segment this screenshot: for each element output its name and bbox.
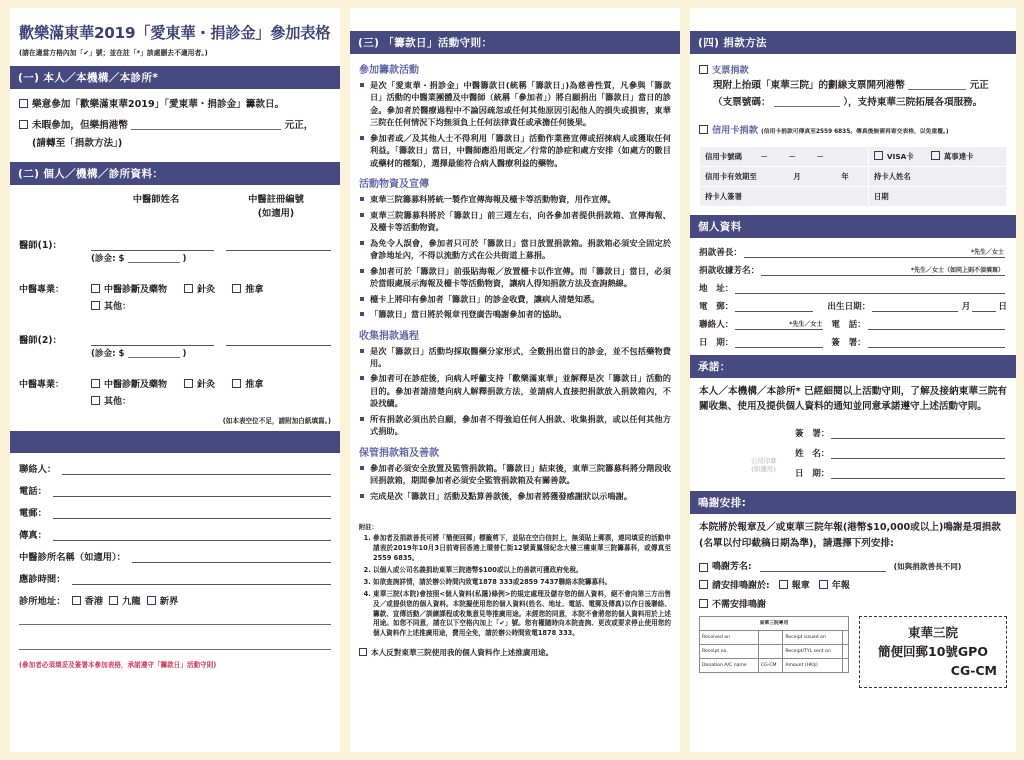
checkbox-visa-icon[interactable] <box>874 151 883 160</box>
contact-row <box>19 505 331 519</box>
checkbox-optout-icon[interactable] <box>359 648 367 656</box>
specialty-1-other-label: 其他： <box>104 301 132 312</box>
date-sign-row <box>699 335 1007 348</box>
doctor-1-fee-label: (診金: $ <box>91 253 125 264</box>
checkbox-icon[interactable] <box>184 379 193 388</box>
checkbox-master-icon[interactable] <box>931 151 940 160</box>
rules-group-1-title: 活動物資及宣傳 <box>359 179 429 191</box>
reply-line-2: 簡便回郵10號GPO <box>878 643 988 659</box>
ack-body: 本院將於報章及／或東華三院年報(港幣$10,000或以上)鳴謝是項捐款(名單以付印截稿日期為準)，請選擇下列安排: <box>699 522 1001 549</box>
pledge-name-input[interactable] <box>831 446 1005 459</box>
checkbox-ack-none-icon[interactable] <box>699 599 708 608</box>
checkbox-newspaper-icon[interactable] <box>779 580 788 589</box>
cc-number-label: 信用卡號碼 <box>705 151 742 161</box>
credit-card-table <box>699 146 1007 207</box>
company-stamp-line-2: (如適用) <box>751 465 777 474</box>
section-3-heading: (三) 「籌款日」活動守則： <box>350 31 680 54</box>
pi-date-input[interactable] <box>735 335 823 348</box>
personal-info-fields <box>690 238 1016 348</box>
col-header-reg: 中醫註冊編號 <box>248 193 304 205</box>
contact-person-input[interactable] <box>735 317 823 330</box>
contact-bar <box>10 431 340 453</box>
ack-heading: 鳴謝安排: <box>690 491 1016 514</box>
ack-where-b-label: 年報 <box>831 581 850 592</box>
pledge-sign-label: 簽 署： <box>795 429 830 440</box>
cc-expiry-label: 信用卡有效期至 <box>705 171 757 181</box>
note-item: 2. 以個人或公司名義捐助東華三院港幣$100或以上的善款可獲政府免稅。 <box>373 566 671 576</box>
cheque-line-2-suffix: ），支持東華三院拓展各項服務。 <box>843 96 983 108</box>
office-row <box>700 659 849 673</box>
rule-item: 參加者或／及其他人士不得利用「籌款日」活動作業務宣傳或招徠病人或獲取任何利益。「籌款日」當日，中醫師應沿用既定／行常的診症和處方安排（如處方的數目或藥材的種類），選擇最能符合病人醫療利益的藥物。 <box>359 132 671 169</box>
contact-phone-row <box>699 317 1007 330</box>
cheque-line-2 <box>699 96 1007 111</box>
office-cell: Donation A/C name <box>700 659 759 673</box>
specialty-1-opt-2-label: 推拿 <box>245 284 264 295</box>
rules-group-3-list <box>359 462 671 502</box>
pledge-date-row <box>699 466 1007 479</box>
receipt-input[interactable] <box>761 263 1005 276</box>
page-title: 歡樂滿東華2019「愛東華・捐診金」參加表格 <box>19 24 331 42</box>
clinic-address-label: 診所地址： <box>19 595 66 607</box>
specialty-1-opt-0[interactable] <box>91 282 167 295</box>
cc-expiry-cell[interactable] <box>700 166 869 186</box>
doctor-1-specialty <box>10 276 340 312</box>
rule-item: 參加者必須安全放置及監管捐款箱。「籌款日」結束後，東華三院籌募科將分階段收回捐款箱，期間參加者必須安全監管捐款箱及有關善款。 <box>359 462 671 487</box>
checkbox-icon[interactable] <box>232 284 241 293</box>
rules-group-0-list <box>359 79 671 169</box>
pledge-body: 本人／本機構／本診所* 已經細閱以上活動守則，了解及接納東華三院有關收集、使用及提供個人資料的通知並同意承諾遵守上述活動守則。 <box>699 385 1007 413</box>
donor-label: 捐款善長： <box>699 247 742 258</box>
cheque-number-input[interactable] <box>774 106 840 107</box>
contact-label-2: 電郵： <box>19 507 47 519</box>
personal-info-heading: 個人資料 <box>690 215 1016 238</box>
dob-input[interactable] <box>872 299 957 312</box>
contact-input-3[interactable] <box>53 528 331 541</box>
specialty-2-opt-0-label: 中醫診斷及藥物 <box>104 379 168 390</box>
column-middle <box>350 8 680 752</box>
doctor-2-fee-input[interactable] <box>128 357 180 358</box>
donate-amount-input[interactable] <box>131 129 281 130</box>
specialty-2-opt-2[interactable] <box>232 377 263 390</box>
contact-label-1: 電話： <box>19 485 47 497</box>
pledge-sign-input[interactable] <box>831 426 1005 439</box>
contact-person-label: 聯絡人： <box>699 319 734 330</box>
specialty-1-opt-1[interactable] <box>184 282 215 295</box>
specialty-1-other[interactable] <box>91 299 331 312</box>
checkbox-ack-where-icon[interactable] <box>699 580 708 589</box>
credit-note: (信用卡捐款可傳真至2559 6835。傳真後無需再寄交表格，以免重覆。) <box>761 128 949 135</box>
pledge-sign-row <box>699 426 1007 439</box>
option-donate-suffix: 元正， <box>284 119 314 131</box>
ack-name-input[interactable] <box>760 559 886 572</box>
cc-expiry-row <box>700 166 1007 186</box>
specialty-1-label: 中醫專業： <box>19 284 65 295</box>
optout-label: 本人反對東華三院使用我的個人資料作上述推廣用途。 <box>371 648 554 658</box>
column-left <box>10 8 340 752</box>
rule-item: 為免令人誤會，參加者只可於「籌款日」當日放置捐款箱。捐款箱必須安全固定於會診地址內，不得以流動方式在公共街道上募捐。 <box>359 237 671 262</box>
cheque-amount-input[interactable] <box>908 89 966 90</box>
doctor-1-reg-input[interactable] <box>226 238 331 251</box>
checkbox-donate-icon[interactable] <box>19 120 28 129</box>
clinic-address-opt-0-label: 香港 <box>84 595 104 607</box>
cheque-line-1-suffix: 元正 <box>969 80 989 91</box>
checkbox-ack-name-icon[interactable] <box>699 563 708 572</box>
office-cell[interactable] <box>758 645 782 659</box>
checkbox-icon[interactable] <box>109 596 118 605</box>
email-label: 電 郵： <box>699 301 734 312</box>
specialty-2-other-label: 其他： <box>104 396 132 407</box>
reply-line-3: CG-CM <box>950 662 997 678</box>
specialty-2-other[interactable] <box>91 394 331 407</box>
doctor-2-reg-input[interactable] <box>226 333 331 346</box>
doctor-1-fee[interactable] <box>10 251 340 264</box>
rules-group-1-list <box>359 193 671 320</box>
specialty-2-opt-2-label: 推拿 <box>245 379 264 390</box>
cc-number-row <box>700 146 1007 166</box>
cc-date-label: 日期 <box>873 191 889 201</box>
section-1-heading: (一) 本人／本機構／本診所* <box>10 66 340 89</box>
checkbox-icon[interactable] <box>184 284 193 293</box>
participant-footer-note: (參加者必須填妥及簽署本參加表格，承諾遵守「籌款日」活動守則) <box>19 660 217 669</box>
checkbox-credit-icon[interactable] <box>699 125 708 134</box>
cc-holder-cell[interactable] <box>868 166 1006 186</box>
clinic-address-opt-1[interactable] <box>109 593 141 607</box>
company-stamp-area <box>751 457 777 474</box>
email-input[interactable] <box>735 299 813 312</box>
pledge-date-input[interactable] <box>831 466 1005 479</box>
rules-group-3-title: 保管捐款箱及善款 <box>359 447 439 459</box>
col-header-reg-note: (如適用) <box>257 207 295 219</box>
rules-body <box>350 54 680 662</box>
credit-label: 信用卡捐款 <box>712 124 758 136</box>
ack-where-a[interactable] <box>779 581 810 591</box>
doctor-1-label: 醫師(1)： <box>19 239 62 251</box>
clinic-address-input-1[interactable] <box>19 613 331 625</box>
section-4-heading: (四) 捐款方法 <box>690 31 1016 54</box>
specialty-1-opt-2[interactable] <box>232 282 263 295</box>
option-donate-note: (請轉至「捐款方法」) <box>32 137 123 149</box>
pi-date-label: 日 期： <box>699 337 734 348</box>
clinic-address-opt-2[interactable] <box>147 593 179 607</box>
rule-item: 參加者可在診症後，向病人呼籲支持「歡樂滿東華」並解釋是次「籌款日」活動的目的。參加者請清楚向病人解釋捐款方法，並請病人直接把捐款放入捐款箱內，不設找續。 <box>359 372 671 409</box>
office-row <box>700 631 849 645</box>
doctor-table-header <box>10 185 340 219</box>
clinic-address-input-2[interactable] <box>19 638 331 650</box>
contact-input-1[interactable] <box>53 484 331 497</box>
receipt-name-row <box>699 263 1007 276</box>
contact-label-3: 傳真： <box>19 529 47 541</box>
cc-dash-2: － <box>788 151 796 161</box>
pledge-heading: 承諾： <box>690 355 1016 378</box>
office-header: 東華三院專用 <box>700 617 849 631</box>
contact-label-4: 中醫診所名稱（如適用）： <box>19 551 126 563</box>
company-stamp-line-1: 公司印章 <box>751 456 777 465</box>
rule-item: 是次「籌款日」活動均採取醫藥分家形式，全數捐出當日的診金，並不包括藥物費用。 <box>359 345 671 370</box>
pi-sign-input[interactable] <box>868 335 1005 348</box>
phone-label: 電 話： <box>831 319 866 330</box>
pledge-date-label: 日 期： <box>795 469 830 480</box>
contact-input-0[interactable] <box>62 462 331 475</box>
notes-list <box>359 534 671 639</box>
specialty-2-opt-0[interactable] <box>91 377 167 390</box>
contact-input-5[interactable] <box>72 572 332 585</box>
office-cell: Receipt/TYL sent on <box>783 645 843 659</box>
contact-input-2[interactable] <box>53 506 331 519</box>
rule-item: 所有捐款必須出於自願，參加者不得強迫任何人捐款、收集捐款，或以任何其他方式捐助。 <box>359 413 671 438</box>
cheque-line-1 <box>699 79 1007 94</box>
office-cell: Received on <box>700 631 759 645</box>
contact-row <box>19 549 331 563</box>
ack-name-label: 鳴謝芳名: <box>712 562 752 573</box>
optout-row[interactable] <box>359 647 671 658</box>
doctor-2-name-input[interactable] <box>91 333 214 346</box>
notes-title: 附註： <box>359 524 378 532</box>
column-right <box>690 8 1016 752</box>
dob-label: 出生日期： <box>827 301 871 312</box>
cc-dash-1: － <box>760 151 768 161</box>
cc-date-cell[interactable] <box>868 186 1006 206</box>
doctor-1-fee-input[interactable] <box>128 262 180 263</box>
pledge-name-label: 姓 名： <box>795 449 830 460</box>
specialty-2-label: 中醫專業： <box>19 379 65 390</box>
checkbox-annualreport-icon[interactable] <box>819 580 828 589</box>
office-cell: Receipt issued on <box>783 631 843 645</box>
note-item: 4. 東華三院(本院)會按照<個人資料(私隱)條例>的規定處理及儲存您的個人資料，絕不會向第三方出售及／或提供您的個人資料。本院擬使用您的個人資料(姓名、地址、電話、電郵及傳真)以作日後聯絡、籌款、宣傳活動／訓練課程或收集意見等推廣用途。未經您的同意，本院不會將您的個人資料用於上述用途。如您不同意，請在以下空格內加上「✔」號。您有權隨時向本院查詢、更改或要求停止使用您的個人資料作上述推廣用途，費用全免，請於辦公時間致電1878 333。 <box>373 590 671 639</box>
donor-input[interactable] <box>744 245 1005 258</box>
clinic-address-row <box>19 593 331 607</box>
credit-option[interactable] <box>699 122 1007 136</box>
office-row <box>700 645 849 659</box>
dob-month-label: 月 <box>961 301 971 312</box>
checkbox-icon[interactable] <box>91 396 100 405</box>
cc-brand-cell[interactable] <box>868 146 1006 166</box>
rules-group-0-title: 參加籌款活動 <box>359 65 419 76</box>
option-join-label: 樂意參加「歡樂滿東華2019」「愛東華・捐診金」籌款日。 <box>32 99 285 110</box>
pledge-name-row <box>699 446 1007 459</box>
ack-none-label: 不需安排鳴謝 <box>712 600 767 611</box>
cc-visa-label: VISA卡 <box>886 151 914 161</box>
specialty-2-opt-1[interactable] <box>184 377 215 390</box>
office-cell: Amount (HK$) <box>783 659 843 673</box>
cc-sign-cell[interactable] <box>700 186 869 206</box>
doctor-2-specialty <box>10 371 340 407</box>
checkbox-join-icon[interactable] <box>19 99 28 108</box>
specialty-2-opt-1-label: 針灸 <box>197 379 216 390</box>
option-join-row[interactable] <box>19 98 331 113</box>
option-donate-prefix: 未暇參加，但樂捐港幣 <box>32 119 128 131</box>
contact-row <box>19 571 331 585</box>
checkbox-icon[interactable] <box>91 284 100 293</box>
cc-year-label: 年 <box>841 171 849 181</box>
contact-input-4[interactable] <box>132 550 331 563</box>
office-cell: CG-CM <box>758 659 782 673</box>
note-item: 3. 如欲查詢詳情，請於辦公時間內致電1878 333或2859 7437聯絡本院籌募科。 <box>373 578 671 588</box>
ack-where-a-label: 報章 <box>791 581 810 592</box>
doctor-2-fee[interactable] <box>10 346 340 359</box>
contact-label-0: 聯絡人： <box>19 463 57 475</box>
rule-item: 參加者可於「籌款日」前張貼海報／放置檯卡以作宣傳。而「籌款日」當日，必須於當眼處展示海報及檯卡等活動物資，讓病人得知捐款方法及查詢熱線。 <box>359 265 671 290</box>
reply-label <box>859 616 1007 688</box>
checkbox-icon[interactable] <box>232 379 241 388</box>
ack-where-b[interactable] <box>819 581 850 591</box>
office-cell[interactable] <box>843 659 849 673</box>
contact-person-hint: *先生／女士 <box>789 320 823 328</box>
rules-group-2-title: 收集捐款過程 <box>359 330 419 342</box>
ack-name-hint: (如與捐款善長不同) <box>893 562 962 572</box>
phone-input[interactable] <box>868 317 1005 330</box>
ack-option-where[interactable] <box>699 578 1007 591</box>
cc-dash-3: － <box>816 151 824 161</box>
option-donate-row[interactable] <box>19 119 331 134</box>
doctor-1-name-input[interactable] <box>91 238 214 251</box>
specialty-1-opt-1-label: 針灸 <box>197 284 216 295</box>
doctor-2-fee-close: ) <box>182 348 187 359</box>
office-cell[interactable] <box>843 631 849 645</box>
office-cell[interactable] <box>843 645 849 659</box>
checkbox-icon[interactable] <box>91 301 100 310</box>
ack-option-none[interactable] <box>699 597 1007 610</box>
pi-sign-label: 簽 署： <box>831 337 866 348</box>
section-2-heading: (二) 個人／機構／診所資料： <box>10 162 340 185</box>
rule-item: 檯卡上將印有參加者「籌款日」的診金收費，讓病人清楚知悉。 <box>359 293 671 305</box>
rule-item: 「籌款日」當日將於報章刊登廣告鳴謝參加者的協助。 <box>359 308 671 320</box>
form-subtitle: (請在適當方格內加「✔」號；並在註「*」該處刪去不適用者。) <box>19 49 208 57</box>
cc-sign-label: 持卡人簽署 <box>705 191 742 201</box>
ack-option-name[interactable] <box>699 559 1007 572</box>
ack-where-label: 請安排鳴謝於: <box>712 581 770 592</box>
rule-item: 完成是次「籌款日」活動及點算善款後，參加者將獲發感謝狀以示鳴謝。 <box>359 490 671 502</box>
doctor-2-row <box>10 328 340 346</box>
cheque-line-1-text: 現附上抬頭「東華三院」的劃線支票開列港幣 <box>713 80 905 91</box>
rules-group-2-list <box>359 345 671 438</box>
cheque-label: 支票捐款 <box>712 65 749 76</box>
doctor-2-fee-label: (診金: $ <box>91 348 125 359</box>
address-label: 地 址： <box>699 283 734 294</box>
address-row <box>699 281 1007 294</box>
clinic-address-opt-2-label: 新界 <box>159 595 179 607</box>
checkbox-icon[interactable] <box>91 379 100 388</box>
contact-fields <box>10 453 340 650</box>
reply-line-1: 東華三院 <box>907 625 958 641</box>
contact-label-5: 應診時間： <box>19 573 66 585</box>
checkbox-cheque-icon[interactable] <box>699 65 708 74</box>
space-note: (如本表空位不足，請附加白紙填寫。) <box>222 416 331 425</box>
contact-row <box>19 461 331 475</box>
email-dob-row <box>699 299 1007 312</box>
checkbox-icon[interactable] <box>72 596 81 605</box>
cc-master-label: 萬事達卡 <box>943 151 974 161</box>
donor-row <box>699 245 1007 258</box>
cc-month-label: 月 <box>793 171 801 181</box>
office-cell[interactable] <box>758 631 782 645</box>
note-item: 1. 參加者及捐款善長可將「簡便回郵」標籤剪下，並貼在空白信封上，無須貼上郵票，連同填妥的活動申請表於2019年10月3日前寄回香港上環普仁街12號黃鳳翎紀念大樓三樓東華三院籌募科，或傳真至2559 6835。 <box>373 534 671 564</box>
contact-row <box>19 527 331 541</box>
office-header-row <box>700 617 849 631</box>
donor-hint: *先生／女士 <box>970 248 1004 256</box>
clinic-address-opt-0[interactable] <box>72 593 104 607</box>
address-input[interactable] <box>735 281 1005 294</box>
rule-item: 是次「愛東華・捐診金」中醫籌款日(統稱「籌款日」)為慈善性質，凡參與「籌款日」活動的中醫業團體及中醫師（統稱「參加者」）將自願捐出「籌款日」當日的診金。參加者於醫療過程中不論因疏忽或任何其他原因引起他人的損失或損害，東華三院在任何情況下均無須負上任何法律責任或承擔任何後果。 <box>359 79 671 129</box>
cheque-line-2-text: （支票號碼： <box>713 96 771 108</box>
cc-number-cell[interactable] <box>700 146 869 166</box>
cc-holder-label: 持卡人姓名 <box>873 171 911 181</box>
rule-item: 東華三院籌募科將統一製作宣傳海報及檯卡等活動物資，用作宣傳。 <box>359 193 671 205</box>
specialty-1-opt-0-label: 中醫診斷及藥物 <box>104 284 168 295</box>
doctor-1-row <box>10 233 340 251</box>
office-use-table <box>699 616 849 673</box>
cheque-option[interactable] <box>699 62 1007 76</box>
receipt-hint: *先生／女士（如同上則不須填寫） <box>910 266 1004 274</box>
receipt-label: 捐款收據芳名： <box>699 265 760 276</box>
clinic-address-opt-1-label: 九龍 <box>122 595 141 607</box>
checkbox-icon[interactable] <box>147 596 156 605</box>
dob-day-label: 日 <box>998 301 1007 312</box>
cc-sign-row <box>700 186 1007 206</box>
rule-item: 東華三院籌募科將於「籌款日」前三週左右，向各參加者提供捐款箱、宣傳海報、及檯卡等活動物資。 <box>359 209 671 234</box>
office-cell: Receipt no. <box>700 645 759 659</box>
doctor-1-fee-close: ) <box>182 253 187 264</box>
dob-day-input[interactable] <box>972 299 996 312</box>
contact-row <box>19 483 331 497</box>
col-header-name: 中醫師姓名 <box>132 193 180 205</box>
doctor-2-label: 醫師(2)： <box>19 334 62 346</box>
